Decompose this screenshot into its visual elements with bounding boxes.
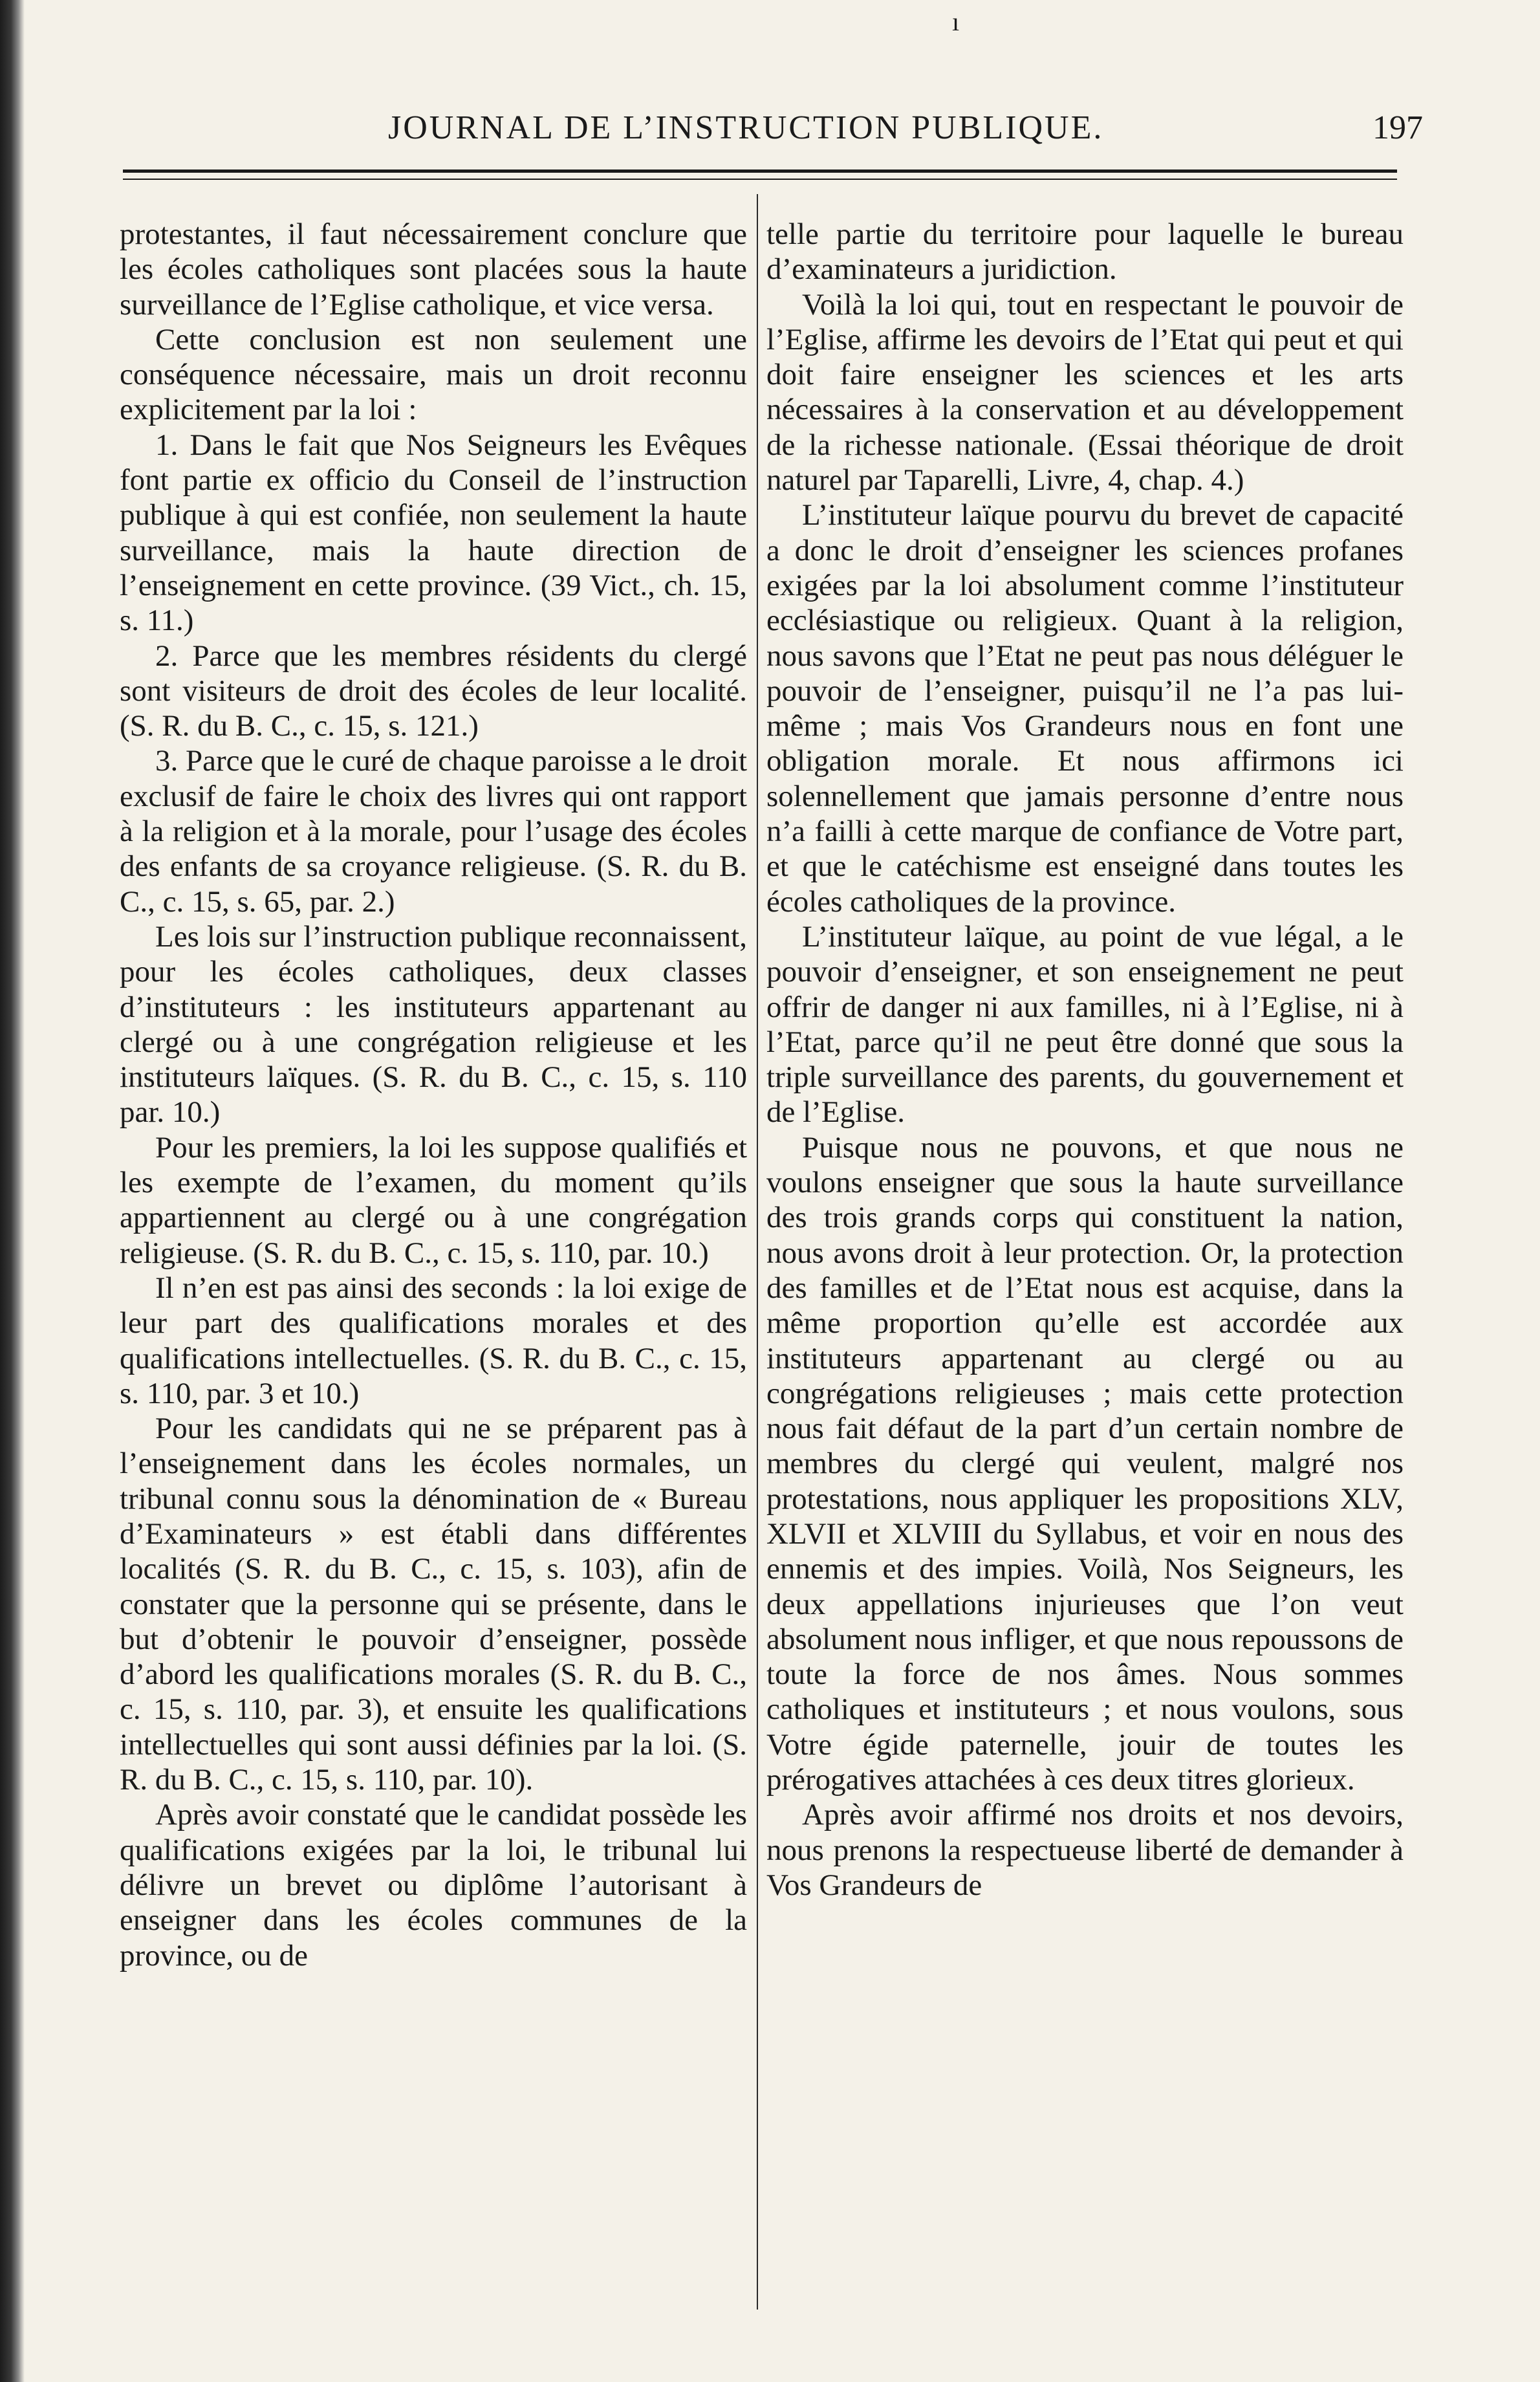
- paragraph: Après avoir affirmé nos droits et nos devoirs, nous prenons la respectueuse liberté de demander à Vos Grandeurs de: [766, 1798, 1404, 1902]
- paragraph: protestantes, il faut nécessairement conclure que les écoles catholiques sont placées sous la haute surveillance de l’Eglise catholique, et vice versa.: [120, 217, 747, 322]
- header-rule-thin: [123, 179, 1397, 180]
- page-number: 197: [1372, 109, 1423, 146]
- right-column: [766, 217, 1404, 2306]
- paragraph: Après avoir constaté que le candidat possède les qualifications exigées par la loi, le tribunal lui délivre un brevet ou diplôme l’autorisant à enseigner dans les écoles communes de la province, ou de: [120, 1798, 747, 1972]
- binding-edge: [0, 0, 25, 2382]
- paragraph: Il n’en est pas ainsi des seconds : la loi exige de leur part des qualifications morales et des qualifications intellectuelles. (S. R. du B. C., c. 15, s. 110, par. 3 et 10.): [120, 1271, 747, 1410]
- running-title: JOURNAL DE L’INSTRUCTION PUBLIQUE.: [388, 109, 1104, 146]
- paragraph: Voilà la loi qui, tout en respectant le pouvoir de l’Eglise, affirme les devoirs de l’Etat qui peut et qui doit faire enseigner les sciences et les arts nécessaires à la conservation et au développement de la richesse nationale. (Essai théorique de droit naturel par Taparelli, Livre, 4, chap. 4.): [766, 287, 1404, 497]
- paragraph: Pour les premiers, la loi les suppose qualifiés et les exempte de l’examen, du moment qu’ils appartiennent au clergé ou à une congrégation religieuse. (S. R. du B. C., c. 15, s. 110, par. 10.): [120, 1130, 747, 1270]
- paragraph: Cette conclusion est non seulement une conséquence nécessaire, mais un droit reconnu explicitement par la loi :: [120, 322, 747, 427]
- paragraph: L’instituteur laïque pourvu du brevet de capacité a donc le droit d’enseigner les sciences profanes exigées par la loi absolument comme l’instituteur ecclésiastique ou religieux. Quant à la religion, nous savons que l’Etat ne peut pas nous déléguer le pouvoir de l’enseigner, puisqu’il ne l’a pas lui-même ; mais Vos Grandeurs nous en font une obligation morale. Et nous affirmons ici solennellement que jamais personne d’entre nous n’a failli à cette marque de confiance de Votre part, et que le catéchisme est enseigné dans toutes les écoles catholiques de la province.: [766, 498, 1404, 919]
- paragraph: Puisque nous ne pouvons, et que nous ne voulons enseigner que sous la haute surveillance des trois grands corps qui constituent la nation, nous avons droit à leur protection. Or, la protection des familles et de l’Etat nous est acquise, dans la même proportion qu’elle est accordée aux instituteurs appartenant au clergé ou au congrégations religieuses ; mais cette protection nous fait défaut de la part d’un certain nombre de membres du clergé qui veulent, malgré nos protestations, nous appliquer les propositions XLV, XLVII et XLVIII du Syllabus, et voir en nous des ennemis et des impies. Voilà, Nos Seigneurs, les deux appellations injurieuses que l’on veut absolument nous infliger, et que nous repoussons de toute la force de nos âmes. Nous sommes catholiques et instituteurs ; et nous voulons, sous Votre égide paternelle, jouir de toutes les prérogatives attachées à ces deux titres glorieux.: [766, 1130, 1404, 1797]
- left-column: [120, 217, 747, 2306]
- paragraph: 3. Parce que le curé de chaque paroisse a le droit exclusif de faire le choix des livres qui ont rapport à la religion et à la morale, pour l’usage des écoles des enfants de sa croyance religieuse. (S. R. du B. C., c. 15, s. 65, par. 2.): [120, 744, 747, 919]
- paragraph: Pour les candidats qui ne se préparent pas à l’enseignement dans les écoles normales, un tribunal connu sous la dénomination de « Bureau d’Examinateurs » est établi dans différentes localités (S. R. du B. C., c. 15, s. 103), afin de constater que la personne qui se présente, dans le but d’obtenir le pouvoir d’enseigner, possède d’abord les qualifications morales (S. R. du B. C., c. 15, s. 110, par. 3), et ensuite les qualifications intellectuelles qui sont aussi définies par la loi. (S. R. du B. C., c. 15, s. 110, par. 10).: [120, 1412, 747, 1797]
- paragraph: telle partie du territoire pour laquelle le bureau d’examinateurs a juridiction.: [766, 217, 1404, 287]
- paragraph: 1. Dans le fait que Nos Seigneurs les Evêques font partie ex officio du Conseil de l’instruction publique à qui est confiée, non seulement la haute surveillance, mais la haute direction de l’enseignement en cette province. (39 Vict., ch. 15, s. 11.): [120, 428, 747, 638]
- header-rule-thick: [123, 169, 1397, 173]
- paragraph: 2. Parce que les membres résidents du clergé sont visiteurs de droit des écoles de leur localité. (S. R. du B. C., c. 15, s. 121.): [120, 639, 747, 743]
- paragraph: Les lois sur l’instruction publique reconnaissent, pour les écoles catholiques, deux classes d’instituteurs : les instituteurs appartenant au clergé ou à une congrégation religieuse et les instituteurs laïques. (S. R. du B. C., c. 15, s. 110 par. 10.): [120, 919, 747, 1130]
- running-header: [123, 97, 1423, 155]
- paragraph: L’instituteur laïque, au point de vue légal, a le pouvoir d’enseigner, et son enseignement ne peut offrir de danger ni aux familles, ni à l’Eglise, ni à l’Etat, parce qu’il ne peut être donné que sous la triple surveillance des parents, du gouvernement et de l’Eglise.: [766, 919, 1404, 1130]
- top-mark: ı: [952, 7, 960, 36]
- column-divider: [757, 194, 758, 2310]
